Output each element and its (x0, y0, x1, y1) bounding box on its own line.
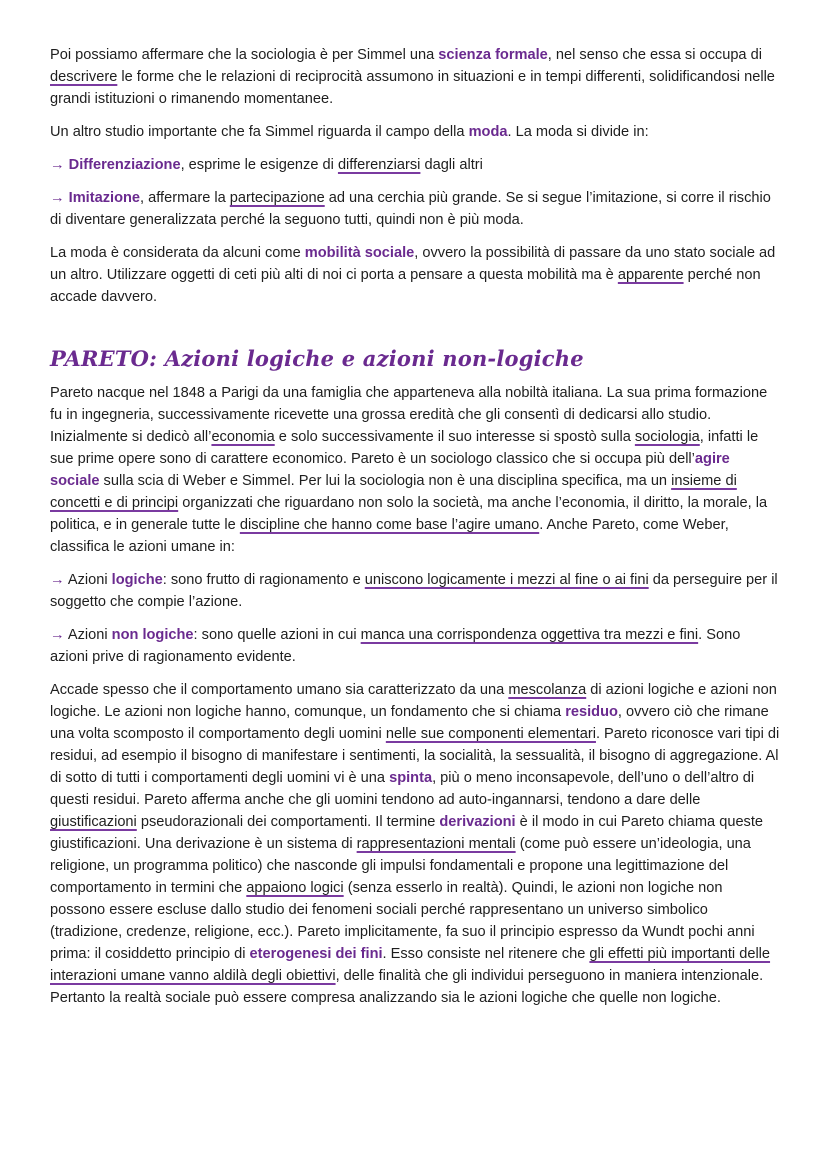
pareto-paragraph-intro: Pareto nacque nel 1848 a Parigi da una famiglia che apparteneva alla nobiltà italiana. La sua prima formazione fu in ingegneria, successivamente ricevette una grossa eredità che gli consentì di dedicarsi allo studio. Inizialmente si dedicò all’economia e solo successivamente il suo interesse si spostò sulla sociologia, infatti le sue prime opere sono di carattere economico. Pareto è un sociologo classico che si occupa più dell’agire sociale sulla scia di Weber e Simmel. Per lui la sociologia non è una disciplina specifica, ma un insieme di concetti e di principi organizzati che riguardano non solo la società, ma anche l’economia, il diritto, la morale, la politica, e in generale tutte le discipline che hanno come base l’agire umano. Anche Pareto, come Weber, classifica le azioni umane in: (50, 385, 768, 555)
keyword-moda: moda (468, 124, 508, 140)
keyword-derivazioni: derivazioni (439, 814, 516, 830)
underlined-differenziarsi: differenziarsi (337, 157, 421, 173)
simmel-paragraph-formal-science: Poi possiamo affermare che la sociologia è per Simmel una scienza formale, nel senso che essa si occupa di descrivere le forme che le relazioni di reciprocità assumono in situazioni e in tempi differenti, solidificandosi nelle grandi istituzioni o rimanendo momentanee. (50, 47, 775, 107)
list-item-azioni-logiche: → Azioni logiche: sono frutto di ragionamento e uniscono logicamente i mezzi al fine o ai fini da perseguire per il soggetto che compie l’azione. (50, 572, 778, 610)
section-heading-pareto: PARETO: Azioni logiche e azioni non-logiche (50, 346, 584, 371)
arrow-right-icon: → (50, 157, 65, 173)
keyword-logiche: logiche (111, 572, 163, 588)
arrow-right-icon: → (50, 572, 65, 588)
keyword-imitazione: Imitazione (68, 190, 141, 206)
keyword-non-logiche: non logiche (111, 627, 194, 643)
pareto-paragraph-residui: Accade spesso che il comportamento umano sia caratterizzato da una mescolanza di azioni logiche e azioni non logiche. Le azioni non logiche hanno, comunque, un fondamento che si chiama residuo, ovvero ciò che rimane una volta scomposto il comportamento degli uomini nelle sue componenti elementari. Pareto riconosce vari tipi di residui, ad esempio il bisogno di manifestare i sentimenti, la socialità, la sessualità, il bisogno di aggregazione. Al di sotto di tutti i comportamenti degli uomini vi è una spinta, più o meno inconsapevole, dell’uno o dell’altro di questi residui. Pareto afferma anche che gli uomini tendono ad auto-ingannarsi, tendono a dare delle giustificazioni pseudorazionali dei comportamenti. Il termine derivazioni è il modo in cui Pareto chiama queste giustificazioni. Una derivazione è un sistema di rappresentazioni mentali (come può essere un’ideologia, una religione, un programma politico) che nasconde gli impulsi fondamentali e propone una legittimazione del comportamento in termini che appaiono logici (senza esserlo in realtà). Quindi, le azioni non logiche non possono essere escluse dallo studio dei fenomeni sociali perché rappresentano un universo simbolico (tradizione, credenze, religione, ecc.). Pareto implicitamente, fa suo il principio espresso da Wundt pochi anni prima: il cosiddetto principio di eterogenesi dei fini. Esso consiste nel ritenere che gli effetti più importanti delle interazioni umane vanno aldilà degli obiettivi, delle finalità che gli individui perseguono in maniera intenzionale. Pertanto la realtà sociale può essere compresa analizzando sia le azioni logiche che quelle non logiche. (50, 682, 780, 1006)
keyword-spinta: spinta (389, 770, 433, 786)
underlined-manca-corrispondenza: manca una corrispondenza oggettiva tra mezzi e fini (360, 627, 699, 643)
keyword-differenziazione: Differenziazione (68, 157, 181, 173)
keyword-agire-sociale: agire sociale (50, 451, 730, 489)
simmel-paragraph-moda: Un altro studio importante che fa Simmel riguarda il campo della moda. La moda si divide in: (50, 124, 649, 140)
underlined-insieme-concetti: insieme di concetti e di principi (50, 473, 737, 511)
list-item-imitazione: → Imitazione, affermare la partecipazione ad una cerchia più grande. Se si segue l’imitazione, si corre il rischio di diventare generalizzata perché la seguono tutti, quindi non è più moda. (50, 190, 771, 228)
simmel-paragraph-mobilita: La moda è considerata da alcuni come mobilità sociale, ovvero la possibilità di passare da uno stato sociale ad un altro. Utilizzare oggetti di ceti più alti di noi ci porta a pensare a questa mobilità ma è apparente perché non accade davvero. (50, 245, 776, 305)
underlined-uniscono-mezzi: uniscono logicamente i mezzi al fine o ai fini (364, 572, 649, 588)
underlined-mescolanza: mescolanza (508, 682, 587, 698)
document-page (50, 44, 780, 1020)
underlined-effetti-interazioni: gli effetti più importanti delle interazioni umane vanno aldilà degli obiettivi (50, 946, 771, 984)
underlined-appaiono-logici: appaiono logici (246, 880, 344, 896)
underlined-partecipazione: partecipazione (229, 190, 325, 206)
keyword-residuo: residuo (565, 704, 618, 720)
arrow-right-icon: → (50, 190, 65, 206)
underlined-componenti-elementari: nelle sue componenti elementari (385, 726, 596, 742)
underlined-rappresentazioni-mentali: rappresentazioni mentali (356, 836, 516, 852)
underlined-sociologia: sociologia (634, 429, 700, 445)
underlined-descrivere: descrivere (50, 69, 118, 85)
arrow-right-icon: → (50, 627, 65, 643)
list-item-differenziazione: → Differenziazione, esprime le esigenze di differenziarsi dagli altri (50, 157, 483, 173)
underlined-discipline-agire-umano: discipline che hanno come base l’agire umano (239, 517, 540, 533)
list-item-azioni-non-logiche: → Azioni non logiche: sono quelle azioni in cui manca una corrispondenza oggettiva tra mezzi e fini. Sono azioni prive di ragionamento evidente. (50, 627, 741, 665)
keyword-mobilita-sociale: mobilità sociale (304, 245, 415, 261)
keyword-eterogenesi-dei-fini: eterogenesi dei fini (249, 946, 383, 962)
underlined-economia: economia (211, 429, 275, 445)
underlined-giustificazioni: giustificazioni (50, 814, 137, 830)
underlined-apparente: apparente (617, 267, 684, 283)
keyword-scienza-formale: scienza formale (438, 47, 548, 63)
